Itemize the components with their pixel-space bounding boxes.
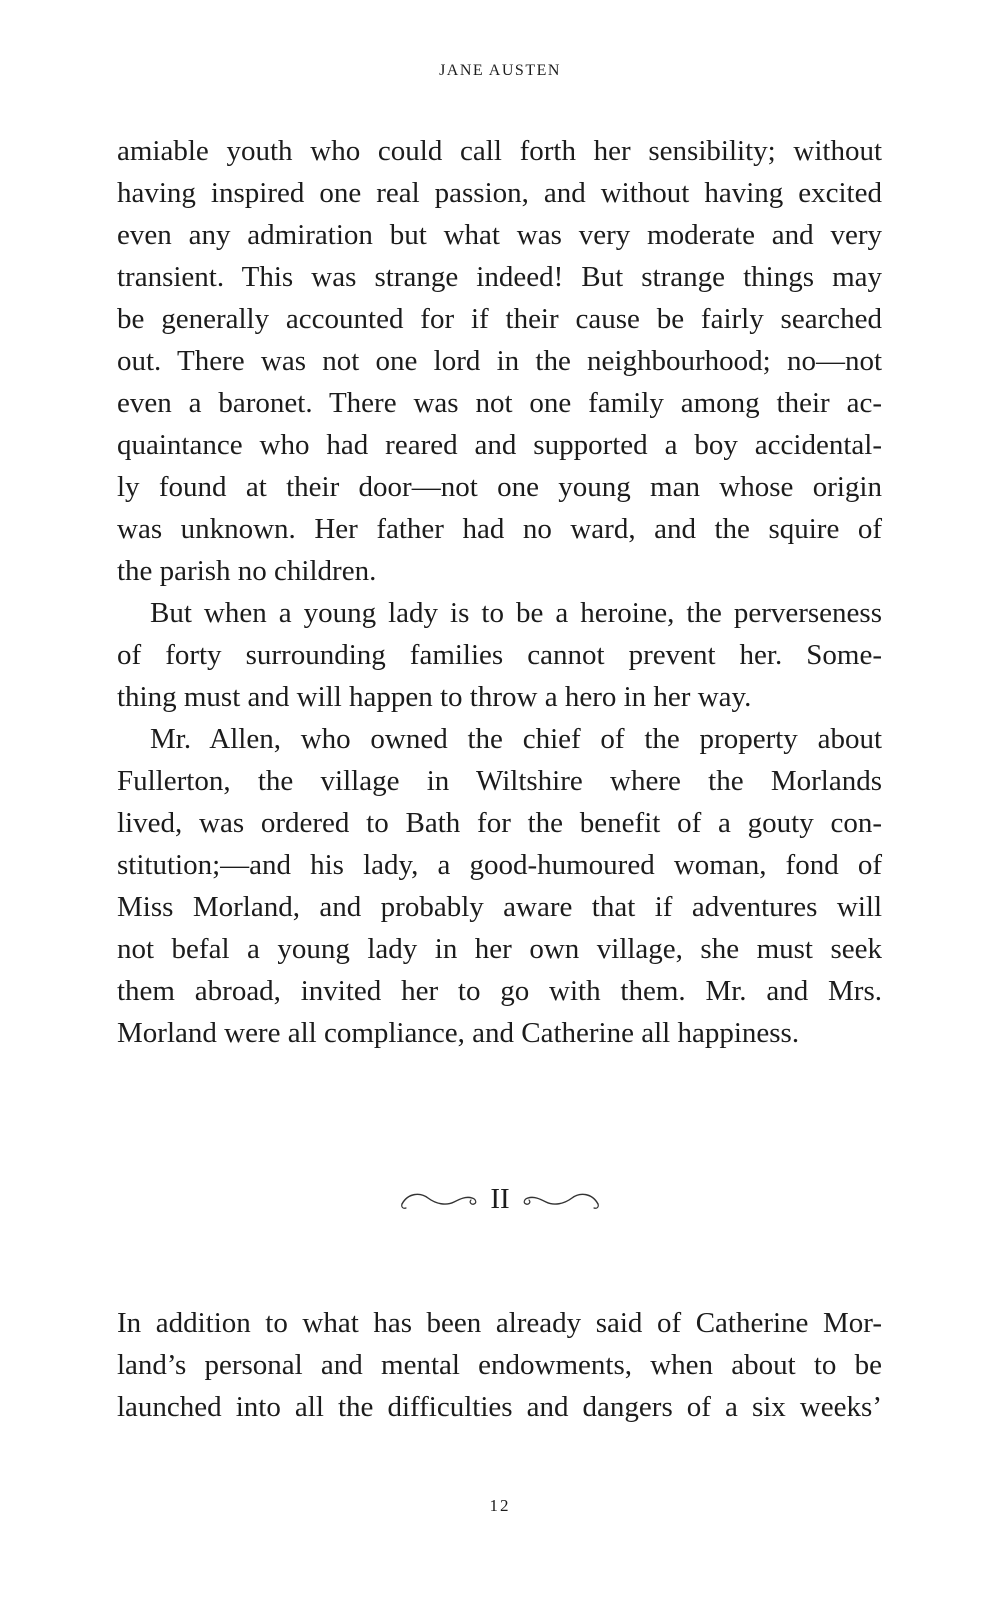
text-line: But when a young lady is to be a heroine, the perverseness xyxy=(150,597,882,629)
ornament-flourish-left-icon xyxy=(394,1184,484,1214)
text-line: Mr. Allen, who owned the chief of the property about xyxy=(150,723,882,755)
running-head: JANE AUSTEN xyxy=(439,62,561,79)
text-line: the parish no children. xyxy=(117,555,377,587)
text-line: In addition to what has been already said of Catherine Mor- xyxy=(117,1307,882,1339)
text-line: even any admiration but what was very moderate and very xyxy=(117,219,882,251)
text-line: not befal a young lady in her own village, she must seek xyxy=(117,933,882,965)
chapter-1-text xyxy=(117,130,882,1054)
text-line: stitution;—and his lady, a good-humoured woman, fond of xyxy=(117,849,882,881)
chapter-2-text xyxy=(117,1302,882,1428)
page-number: 12 xyxy=(489,1496,511,1515)
text-line: even a baronet. There was not one family among their ac- xyxy=(117,387,882,419)
text-line: transient. This was strange indeed! But strange things may xyxy=(117,261,882,293)
text-line: lived, was ordered to Bath for the benefit of a gouty con- xyxy=(117,807,882,839)
ornament-flourish-right-icon xyxy=(516,1184,606,1214)
chapter-number: II xyxy=(490,1183,510,1215)
text-line: Miss Morland, and probably aware that if adventures will xyxy=(117,891,882,923)
text-line: out. There was not one lord in the neighbourhood; no—not xyxy=(117,345,882,377)
text-line: Fullerton, the village in Wiltshire where the Morlands xyxy=(117,765,882,797)
text-line: having inspired one real passion, and without having excited xyxy=(117,177,882,209)
text-line: land’s personal and mental endowments, when about to be xyxy=(117,1349,882,1381)
text-line: launched into all the difficulties and dangers of a six weeks’ xyxy=(117,1391,882,1423)
text-line: quaintance who had reared and supported a boy accidental- xyxy=(117,429,882,461)
text-line: them abroad, invited her to go with them. Mr. and Mrs. xyxy=(117,975,882,1007)
text-line: was unknown. Her father had no ward, and the squire of xyxy=(117,513,882,545)
text-line: Morland were all compliance, and Catherine all happiness. xyxy=(117,1017,800,1049)
text-line: thing must and will happen to throw a hero in her way. xyxy=(117,681,752,713)
text-line: be generally accounted for if their cause be fairly searched xyxy=(117,303,882,335)
text-line: of forty surrounding families cannot prevent her. Some- xyxy=(117,639,882,671)
text-line: amiable youth who could call forth her sensibility; without xyxy=(117,135,882,167)
text-line: ly found at their door—not one young man whose origin xyxy=(117,471,882,503)
chapter-heading xyxy=(0,1176,1000,1222)
